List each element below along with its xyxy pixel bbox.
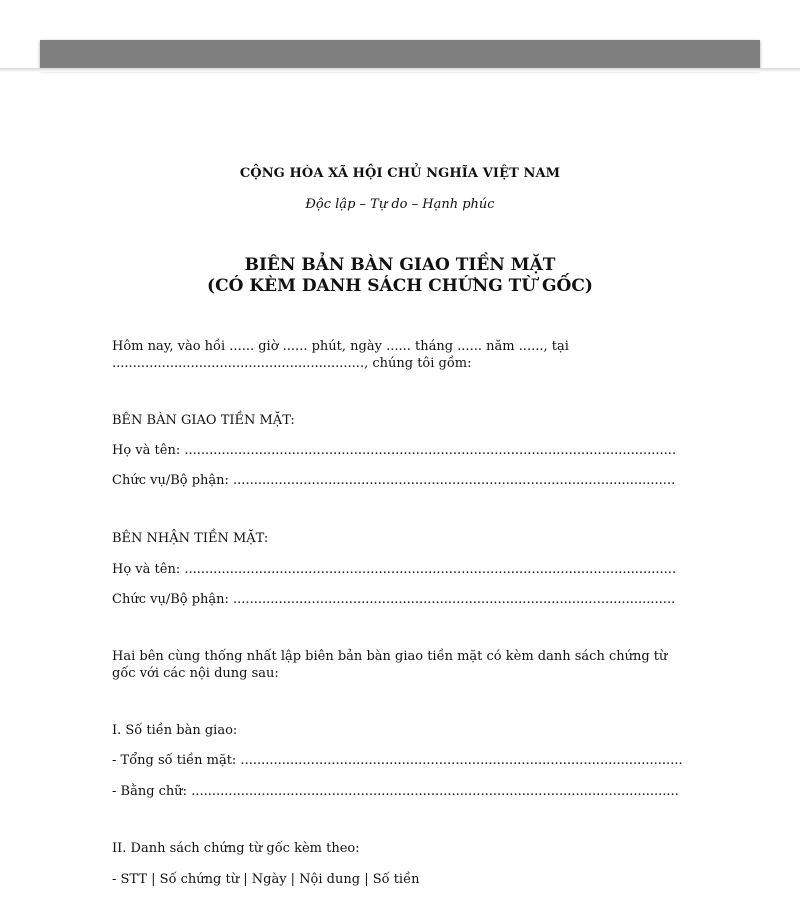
giver-heading: BÊN BÀN GIAO TIỀN MẶT: (112, 413, 295, 428)
agreement-paragraph: Hai bên cùng thống nhất lập biên bản bàn giao tiền mặt có kèm danh sách chứng từ gốc với các nội dung sau: (112, 649, 668, 681)
amount-in-words-field: - Bằng chữ: ...................................................................................................................... (112, 784, 679, 799)
section-1-heading: I. Số tiền bàn giao: (112, 723, 238, 738)
section-2-heading: II. Danh sách chứng từ gốc kèm theo: (112, 841, 360, 856)
receiver-heading: BÊN NHẬN TIỀN MẶT: (112, 531, 269, 546)
page-shadow (0, 68, 800, 72)
nation-heading: CỘNG HÒA XÃ HỘI CHỦ NGHĨA VIỆT NAM (239, 166, 561, 181)
giver-name-field: Họ và tên: ....................................................................................................................... (112, 443, 677, 458)
title-line-1: BIÊN BẢN BÀN GIAO TIỀN MẶT (244, 255, 556, 275)
intro-paragraph: Hôm nay, vào hồi ...... giờ ...... phút, ngày ...... tháng ...... năm ......, tại ............................................................., chúng tôi gồm: (112, 339, 569, 371)
voucher-columns-line: - STT | Số chứng từ | Ngày | Nội dung | Số tiền (112, 872, 420, 887)
receiver-name-field: Họ và tên: ....................................................................................................................... (112, 562, 677, 577)
giver-position-field: Chức vụ/Bộ phận: ........................................................................................................... (112, 473, 676, 488)
receiver-position-field: Chức vụ/Bộ phận: ........................................................................................................... (112, 592, 676, 607)
page-header-bar (40, 40, 760, 70)
motto: Độc lập – Tự do – Hạnh phúc (305, 197, 495, 212)
title-line-2: (CÓ KÈM DANH SÁCH CHỨNG TỪ GỐC) (207, 276, 593, 296)
total-amount-field: - Tổng số tiền mặt: ........................................................................................................... (112, 753, 683, 768)
document-title (112, 255, 688, 297)
